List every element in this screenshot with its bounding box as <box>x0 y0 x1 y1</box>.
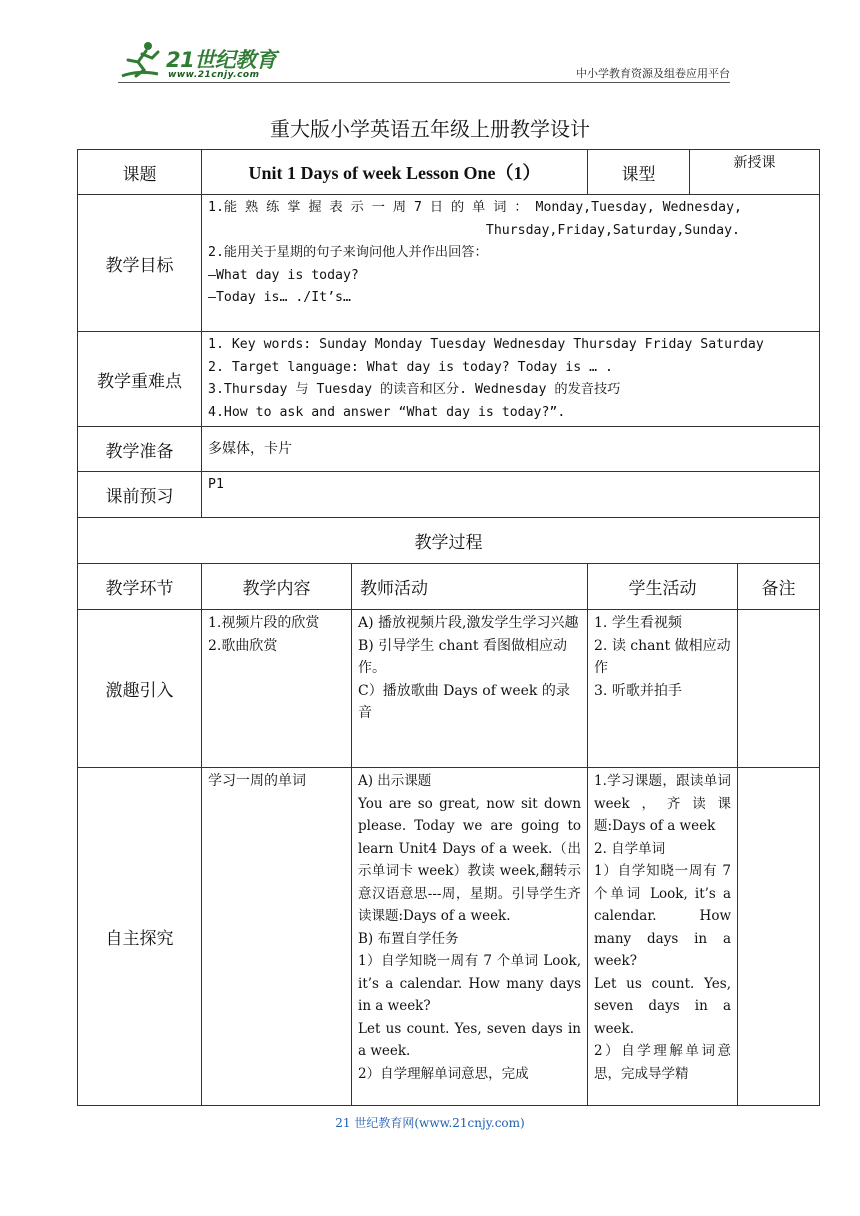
col-note-header: 备注 <box>738 564 820 610</box>
key-line: 4.How to ask and answer “What day is today?”. <box>208 404 566 420</box>
key-line: 2. Target language: What day is today? Today is … . <box>208 359 613 375</box>
key-line: 3.Thursday 与 Tuesday 的读音和区分. Wednesday 的发音技巧 <box>208 382 621 397</box>
process-title: 教学过程 <box>78 518 820 564</box>
process-title-row <box>78 518 820 564</box>
col-teacher-header: 教师活动 <box>352 564 588 610</box>
stage-explore: 自主探究 <box>78 768 202 1106</box>
teacher-item: 1）自学知晓一周有 7 个单词 Look, it’s a calendar. How many days in a week? <box>358 953 582 1014</box>
teacher-intro <box>352 610 588 768</box>
teacher-item: A) 播放视频片段,激发学生学习兴趣 <box>358 615 579 631</box>
goals-content <box>202 195 820 332</box>
platform-name: 中小学教育资源及组卷应用平台 <box>576 67 730 80</box>
teacher-item: B) 引导学生 chant 看图做相应动作。 <box>358 637 567 676</box>
teacher-item: A) 出示课题 <box>358 773 432 789</box>
process-row-explore <box>78 768 820 1106</box>
student-item: 3. 听歌并拍手 <box>594 682 682 699</box>
student-item: Let us count. Yes, seven days in a week. <box>594 975 732 1037</box>
teacher-item: You are so great, now sit down please. Today we are going to learn Unit4 Days of a week.（出示单词卡 week）教读 week,翻转示意汉语意思---周，星期。引导学生齐读课题:Days of a week. <box>358 795 582 924</box>
note-intro <box>738 610 820 768</box>
stage-intro: 激趣引入 <box>78 610 202 768</box>
goals-line: Thursday,Friday,Saturday,Sunday. <box>208 222 740 238</box>
topic-value: Unit 1 Days of week Lesson One（1） <box>202 150 588 195</box>
teacher-explore <box>352 768 588 1106</box>
content-item: 学习一周的单词 <box>208 773 306 789</box>
type-label: 课型 <box>588 150 690 195</box>
content-intro <box>202 610 352 768</box>
student-item: 2）自学理解单词意思，完成导学精 <box>594 1043 732 1082</box>
goals-label: 教学目标 <box>78 195 202 332</box>
teacher-item: Let us count. Yes, seven days in a week. <box>358 1020 582 1059</box>
student-intro <box>588 610 738 768</box>
runner-icon <box>118 40 164 82</box>
page-header <box>118 38 730 88</box>
student-explore <box>588 768 738 1106</box>
process-row-intro <box>78 610 820 768</box>
prep-value: 多媒体，卡片 <box>202 427 820 472</box>
key-points-label: 教学重难点 <box>78 332 202 427</box>
goals-line: —What day is today? <box>208 267 359 283</box>
col-content-header: 教学内容 <box>202 564 352 610</box>
goals-row <box>78 195 820 332</box>
content-item: 1.视频片段的欣赏 <box>208 615 320 631</box>
topic-label: 课题 <box>78 150 202 195</box>
goals-line: —Today is… ./It’s… <box>208 290 351 305</box>
student-item: 2. 自学单词 <box>594 840 666 857</box>
lesson-plan-table <box>77 149 820 1106</box>
type-value: 新授课 <box>690 150 820 195</box>
logo <box>118 38 288 84</box>
student-item: 1. 学生看视频 <box>594 615 682 631</box>
note-explore <box>738 768 820 1106</box>
content-item: 2.歌曲欣赏 <box>208 637 278 654</box>
goals-line: 2.能用关于星期的句子来询问他人并作出回答： <box>208 245 488 260</box>
goals-line: 1.能 熟 练 掌 握 表 示 一 周 7 日 的 单 词 ： Monday,Tuesday, Wednesday, <box>208 200 742 215</box>
page-footer: 21 世纪教育网(www.21cnjy.com) <box>335 1116 525 1130</box>
prep-row <box>78 427 820 472</box>
col-stage-header: 教学环节 <box>78 564 202 610</box>
teacher-item: B) 布置自学任务 <box>358 930 459 947</box>
process-header-row <box>78 564 820 610</box>
preview-value: P1 <box>202 472 820 518</box>
student-item: 2. 读 chant 做相应动作 <box>594 637 731 676</box>
key-points-row <box>78 332 820 427</box>
teacher-item: 2）自学理解单词意思，完成 <box>358 1065 529 1082</box>
logo-text: 21世纪教育 <box>166 48 277 72</box>
content-explore <box>202 768 352 1106</box>
preview-label: 课前预习 <box>78 472 202 518</box>
student-item: 1）自学知晓一周有 7 个单词 Look, it’s a calendar. How many days in a week? <box>594 863 732 969</box>
document-title: 重大版小学英语五年级上册教学设计 <box>270 117 590 141</box>
logo-url: www.21cnjy.com <box>168 70 260 80</box>
prep-label: 教学准备 <box>78 427 202 472</box>
key-line: 1. Key words: Sunday Monday Tuesday Wednesday Thursday Friday Saturday <box>208 337 764 352</box>
header-divider <box>118 82 730 83</box>
col-student-header: 学生活动 <box>588 564 738 610</box>
student-item: 1.学习课题，跟读单词 week，齐读课题:Days of a week <box>594 773 732 834</box>
preview-row <box>78 472 820 518</box>
key-points-content <box>202 332 820 427</box>
teacher-item: C）播放歌曲 Days of week 的录音 <box>358 682 570 721</box>
topic-row <box>78 150 820 195</box>
